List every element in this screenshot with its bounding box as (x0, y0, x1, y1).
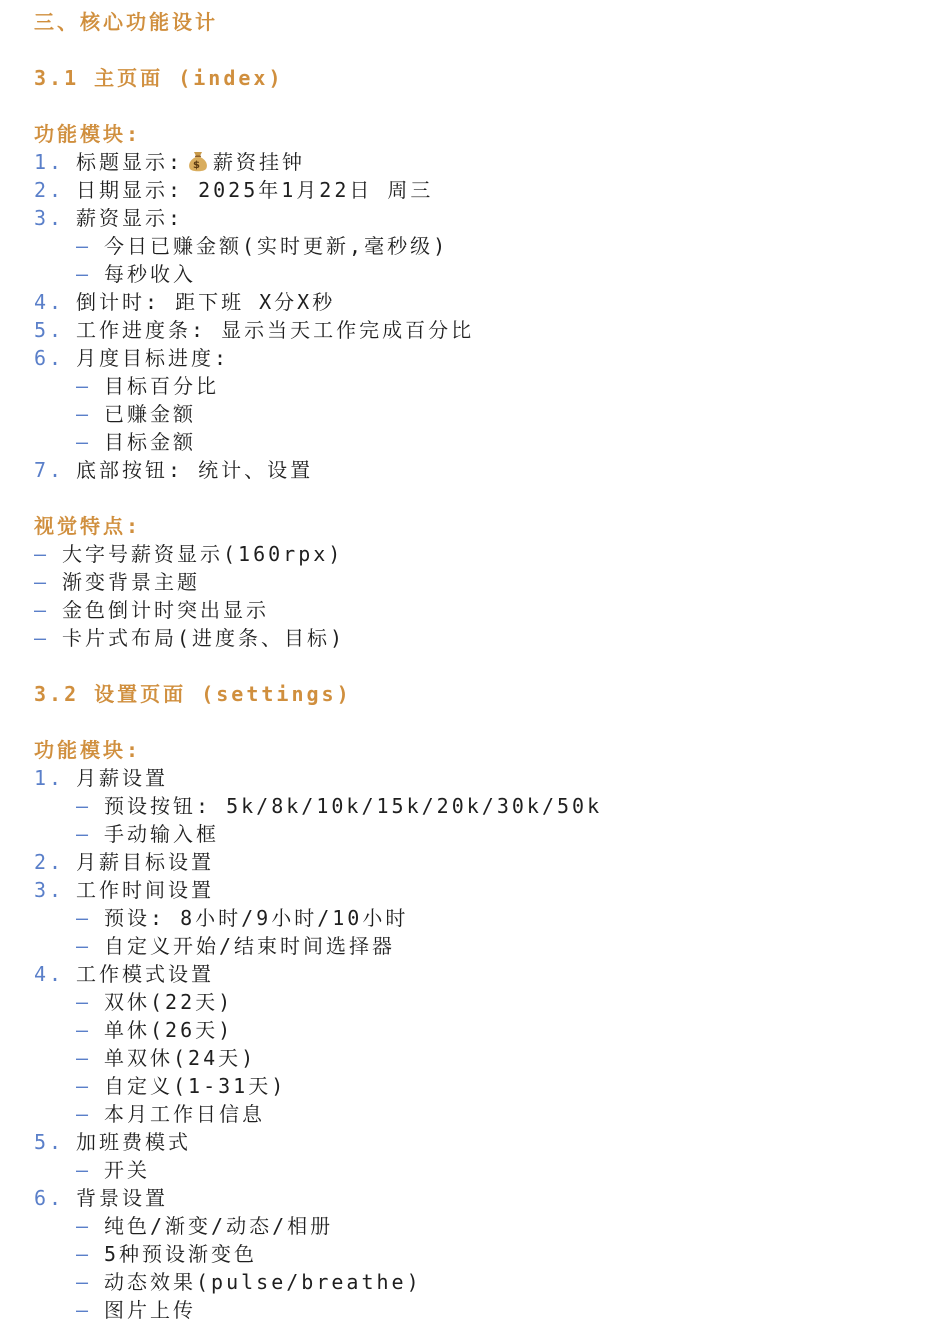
list-item (34, 1128, 934, 1156)
svg-text:$: $ (193, 160, 204, 171)
dash-marker: – (76, 822, 92, 846)
list-number: 4. (34, 290, 65, 314)
dash-marker: – (76, 234, 92, 258)
sub-list-item (34, 1212, 934, 1240)
list-number: 3. (34, 878, 65, 902)
sub-list-item (34, 1156, 934, 1184)
dash-marker: – (76, 374, 92, 398)
dash-marker: – (76, 990, 92, 1014)
list-item-text: 双休(22天) (104, 990, 234, 1014)
list-item-label: 薪资显示: (76, 206, 184, 230)
dash-marker: – (76, 1074, 92, 1098)
list-item-label: 工作模式设置 (76, 962, 214, 986)
dash-marker: – (76, 794, 92, 818)
list-item (34, 596, 934, 624)
sub-list-item (34, 792, 934, 820)
dash-marker: – (34, 542, 50, 566)
dash-marker: – (34, 570, 50, 594)
list-number: 1. (34, 150, 65, 174)
list-item-label: 月度目标进度: (76, 346, 230, 370)
settings-page-heading: 3.2 设置页面 (settings) (34, 682, 352, 706)
list-item (34, 540, 934, 568)
dash-marker: – (76, 1270, 92, 1294)
list-item (34, 624, 934, 652)
list-item-label: 月薪目标设置 (76, 850, 214, 874)
list-number: 6. (34, 1186, 65, 1210)
list-item-label: 标题显示: (76, 150, 184, 174)
index-page-heading: 3.1 主页面 (index) (34, 66, 284, 90)
dash-marker: – (76, 430, 92, 454)
list-item-label: 底部按钮: 统计、设置 (76, 458, 314, 482)
list-item (34, 288, 934, 316)
sub-list-item (34, 1240, 934, 1268)
list-item (34, 176, 934, 204)
list-item-text: 预设按钮: 5k/8k/10k/15k/20k/30k/50k (104, 794, 603, 818)
dash-marker: – (76, 934, 92, 958)
index-modules-list (34, 148, 934, 484)
list-item-label: 加班费模式 (76, 1130, 191, 1154)
list-number: 1. (34, 766, 65, 790)
dash-marker: – (76, 262, 92, 286)
list-item-text: 今日已赚金额(实时更新,毫秒级) (104, 234, 449, 258)
list-item (34, 848, 934, 876)
sub-list-item (34, 1296, 934, 1324)
list-item-text: 纯色/渐变/动态/相册 (104, 1214, 334, 1238)
sub-list-item (34, 260, 934, 288)
list-item (34, 568, 934, 596)
sub-list-item (34, 1072, 934, 1100)
sub-list-item (34, 428, 934, 456)
list-item-text: 金色倒计时突出显示 (62, 598, 269, 622)
visual-features-list (34, 540, 934, 652)
dash-marker: – (34, 626, 50, 650)
list-item-text: 已赚金额 (104, 402, 196, 426)
sub-list-item (34, 1044, 934, 1072)
settings-modules-list (34, 764, 934, 1324)
sub-list-item (34, 904, 934, 932)
list-item-value: 薪资挂钟 (213, 150, 306, 174)
list-number: 6. (34, 346, 65, 370)
list-item-text: 图片上传 (104, 1298, 196, 1322)
dash-marker: – (76, 1158, 92, 1182)
list-item-label: 背景设置 (76, 1186, 168, 1210)
section-title: 三、核心功能设计 (34, 10, 218, 34)
list-number: 7. (34, 458, 65, 482)
list-item-text: 自定义(1-31天) (104, 1074, 287, 1098)
document (34, 8, 934, 1324)
settings-modules-heading: 功能模块: (34, 738, 142, 762)
list-item-text: 动态效果(pulse/breathe) (104, 1270, 422, 1294)
list-item-label: 月薪设置 (76, 766, 168, 790)
dash-marker: – (76, 1242, 92, 1266)
sub-list-item (34, 232, 934, 260)
list-number: 4. (34, 962, 65, 986)
dash-marker: – (76, 1046, 92, 1070)
dash-marker: – (34, 598, 50, 622)
sub-list-item (34, 932, 934, 960)
dash-marker: – (76, 1298, 92, 1322)
list-item-text: 预设: 8小时/9小时/10小时 (104, 906, 409, 930)
list-item-text: 大字号薪资显示(160rpx) (62, 542, 344, 566)
list-item-text: 单双休(24天) (104, 1046, 257, 1070)
list-item-text: 目标百分比 (104, 374, 219, 398)
list-item-text: 每秒收入 (104, 262, 196, 286)
dash-marker: – (76, 906, 92, 930)
sub-list-item (34, 820, 934, 848)
list-item-text: 卡片式布局(进度条、目标) (62, 626, 346, 650)
sub-list-item (34, 1016, 934, 1044)
dash-marker: – (76, 1214, 92, 1238)
list-item (34, 456, 934, 484)
list-number: 5. (34, 318, 65, 342)
sub-list-item (34, 400, 934, 428)
money-bag-icon (187, 149, 209, 173)
sub-list-item (34, 372, 934, 400)
list-item (34, 1184, 934, 1212)
list-item (34, 960, 934, 988)
list-item (34, 316, 934, 344)
list-item-text: 5种预设渐变色 (104, 1242, 258, 1266)
dash-marker: – (76, 1102, 92, 1126)
list-number: 3. (34, 206, 65, 230)
sub-list-item (34, 1100, 934, 1128)
list-item-text: 本月工作日信息 (104, 1102, 265, 1126)
list-item (34, 764, 934, 792)
dash-marker: – (76, 402, 92, 426)
list-item-text: 单休(26天) (104, 1018, 234, 1042)
list-number: 2. (34, 850, 65, 874)
list-item-text: 目标金额 (104, 430, 196, 454)
index-modules-heading: 功能模块: (34, 122, 142, 146)
list-item (34, 148, 934, 176)
list-item (34, 344, 934, 372)
list-item-text: 渐变背景主题 (62, 570, 200, 594)
list-item-text: 自定义开始/结束时间选择器 (104, 934, 396, 958)
list-item-label: 工作时间设置 (76, 878, 214, 902)
list-item-label: 工作进度条: 显示当天工作完成百分比 (76, 318, 475, 342)
list-item (34, 204, 934, 232)
dash-marker: – (76, 1018, 92, 1042)
list-item (34, 876, 934, 904)
list-number: 2. (34, 178, 65, 202)
sub-list-item (34, 988, 934, 1016)
sub-list-item (34, 1268, 934, 1296)
visual-features-heading: 视觉特点: (34, 514, 142, 538)
list-item-label: 倒计时: 距下班 X分X秒 (76, 290, 336, 314)
list-item-text: 手动输入框 (104, 822, 219, 846)
list-number: 5. (34, 1130, 65, 1154)
list-item-text: 开关 (104, 1158, 150, 1182)
list-item-label: 日期显示: 2025年1月22日 周三 (76, 178, 434, 202)
